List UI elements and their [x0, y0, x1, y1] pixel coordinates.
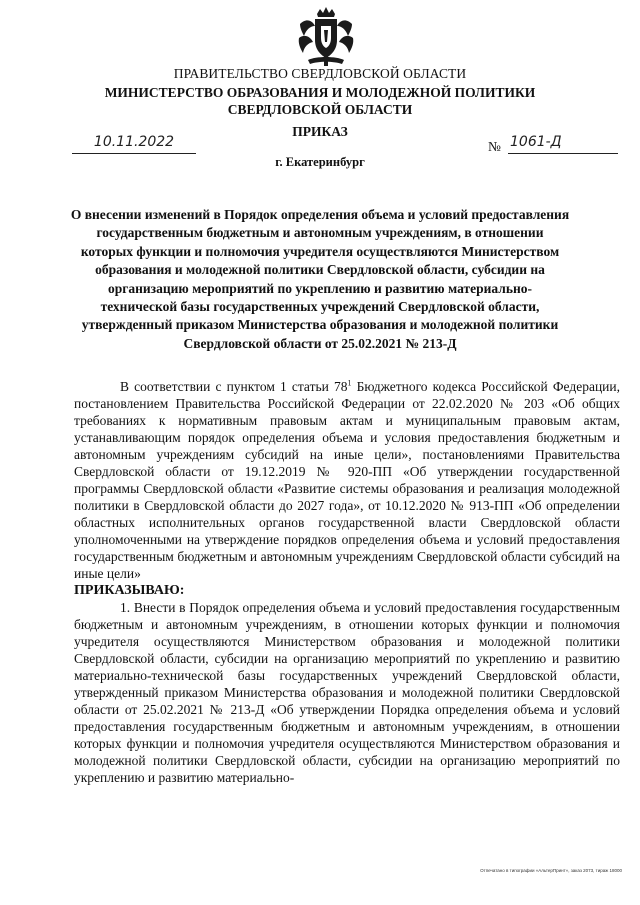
preamble-paragraph: В соответствии с пунктом 1 статьи $78^1$ Бюджетного кодекса Российской Федерации, постановлением Правительства Российской Федерации от 22.02.2020 № 203 «Об общих требованиях к нормативным правовым актам и муниципальным правовым актам, устанавливающим порядок определения объема и условия предоставления бюджетным и автономным учреждениям субсидий на иные цели», постановлениями Правительства Свердловской области от 19.12.2019 № 920-ПП «Об утверждении государственной программы Свердловской области «Развитие системы образования и реализация молодежной политики в Свердловской области до 2027 года», от 10.12.2020 № 913-ПП «Об определении областных исполнительных органов государственной власти Свердловской области уполномоченными на утверждение порядков определения объема и условий предоставления государственным бюджетным и автономным учреждениям Свердловской области субсидий на иные цели»	[74, 378, 620, 581]
item-1-paragraph: 1. Внести в Порядок определения объема и условий предоставления государственным бюджетным и автономным учреждениям, в отношении которых функции и полномочия учредителя осуществляются Министерством образования и молодежной политики Свердловской области, субсидии на организацию мероприятий по укреплению и развитию материально-технической базы государственных учреждений Свердловской области, утвержденный приказом Министерства образования и молодежной политики Свердловской области от 25.02.2021 № 213-Д «Об утверждении Порядка определения объема и условий предоставления государственным бюджетным и автономным учреждениям, в отношении которых функции и полномочия учредителя осуществляются Министерством образования и молодежной политики Свердловской области, субсидии на организацию мероприятий по укреплению и развитию материально-	[74, 600, 620, 785]
print-footer: Отпечатано в типографии «АльтерПринт», заказ 2073, тираж 18000	[480, 868, 622, 873]
document-type: ПРИКАЗ	[292, 124, 348, 139]
document-body	[74, 378, 620, 786]
government-name: ПРАВИТЕЛЬСТВО СВЕРДЛОВСКОЙ ОБЛАСТИ	[173, 66, 467, 81]
ministry-name	[0, 84, 640, 118]
coat-of-arms-emblem	[296, 6, 356, 68]
city: г. Екатеринбург	[275, 155, 365, 169]
decree-heading: ПРИКАЗЫВАЮ:	[74, 583, 185, 598]
document-number: 1061-Д	[510, 134, 562, 150]
number-label: №	[488, 139, 501, 154]
document-title: О внесении изменений в Порядок определения объема и условий предоставления государственным бюджетным и автономным учреждениям, в отношении которых функции и полномочия учредителя осуществляются Министерством образования и молодежной политики Свердловской области, субсидии на организацию мероприятий по укреплению и развитию материально-технической базы государственных учреждений Свердловской области, утвержденный приказом Министерства образования и молодежной политики Свердловской области от 25.02.2021 № 213-Д	[70, 207, 570, 351]
ministry-name-line2: СВЕРДЛОВСКОЙ ОБЛАСТИ	[227, 102, 413, 117]
document-date: 10.11.2022	[93, 134, 175, 150]
superscript: 1	[347, 378, 352, 388]
ministry-name-line1: МИНИСТЕРСТВО ОБРАЗОВАНИЯ И МОЛОДЕЖНОЙ ПОЛИТИКИ	[104, 85, 536, 100]
